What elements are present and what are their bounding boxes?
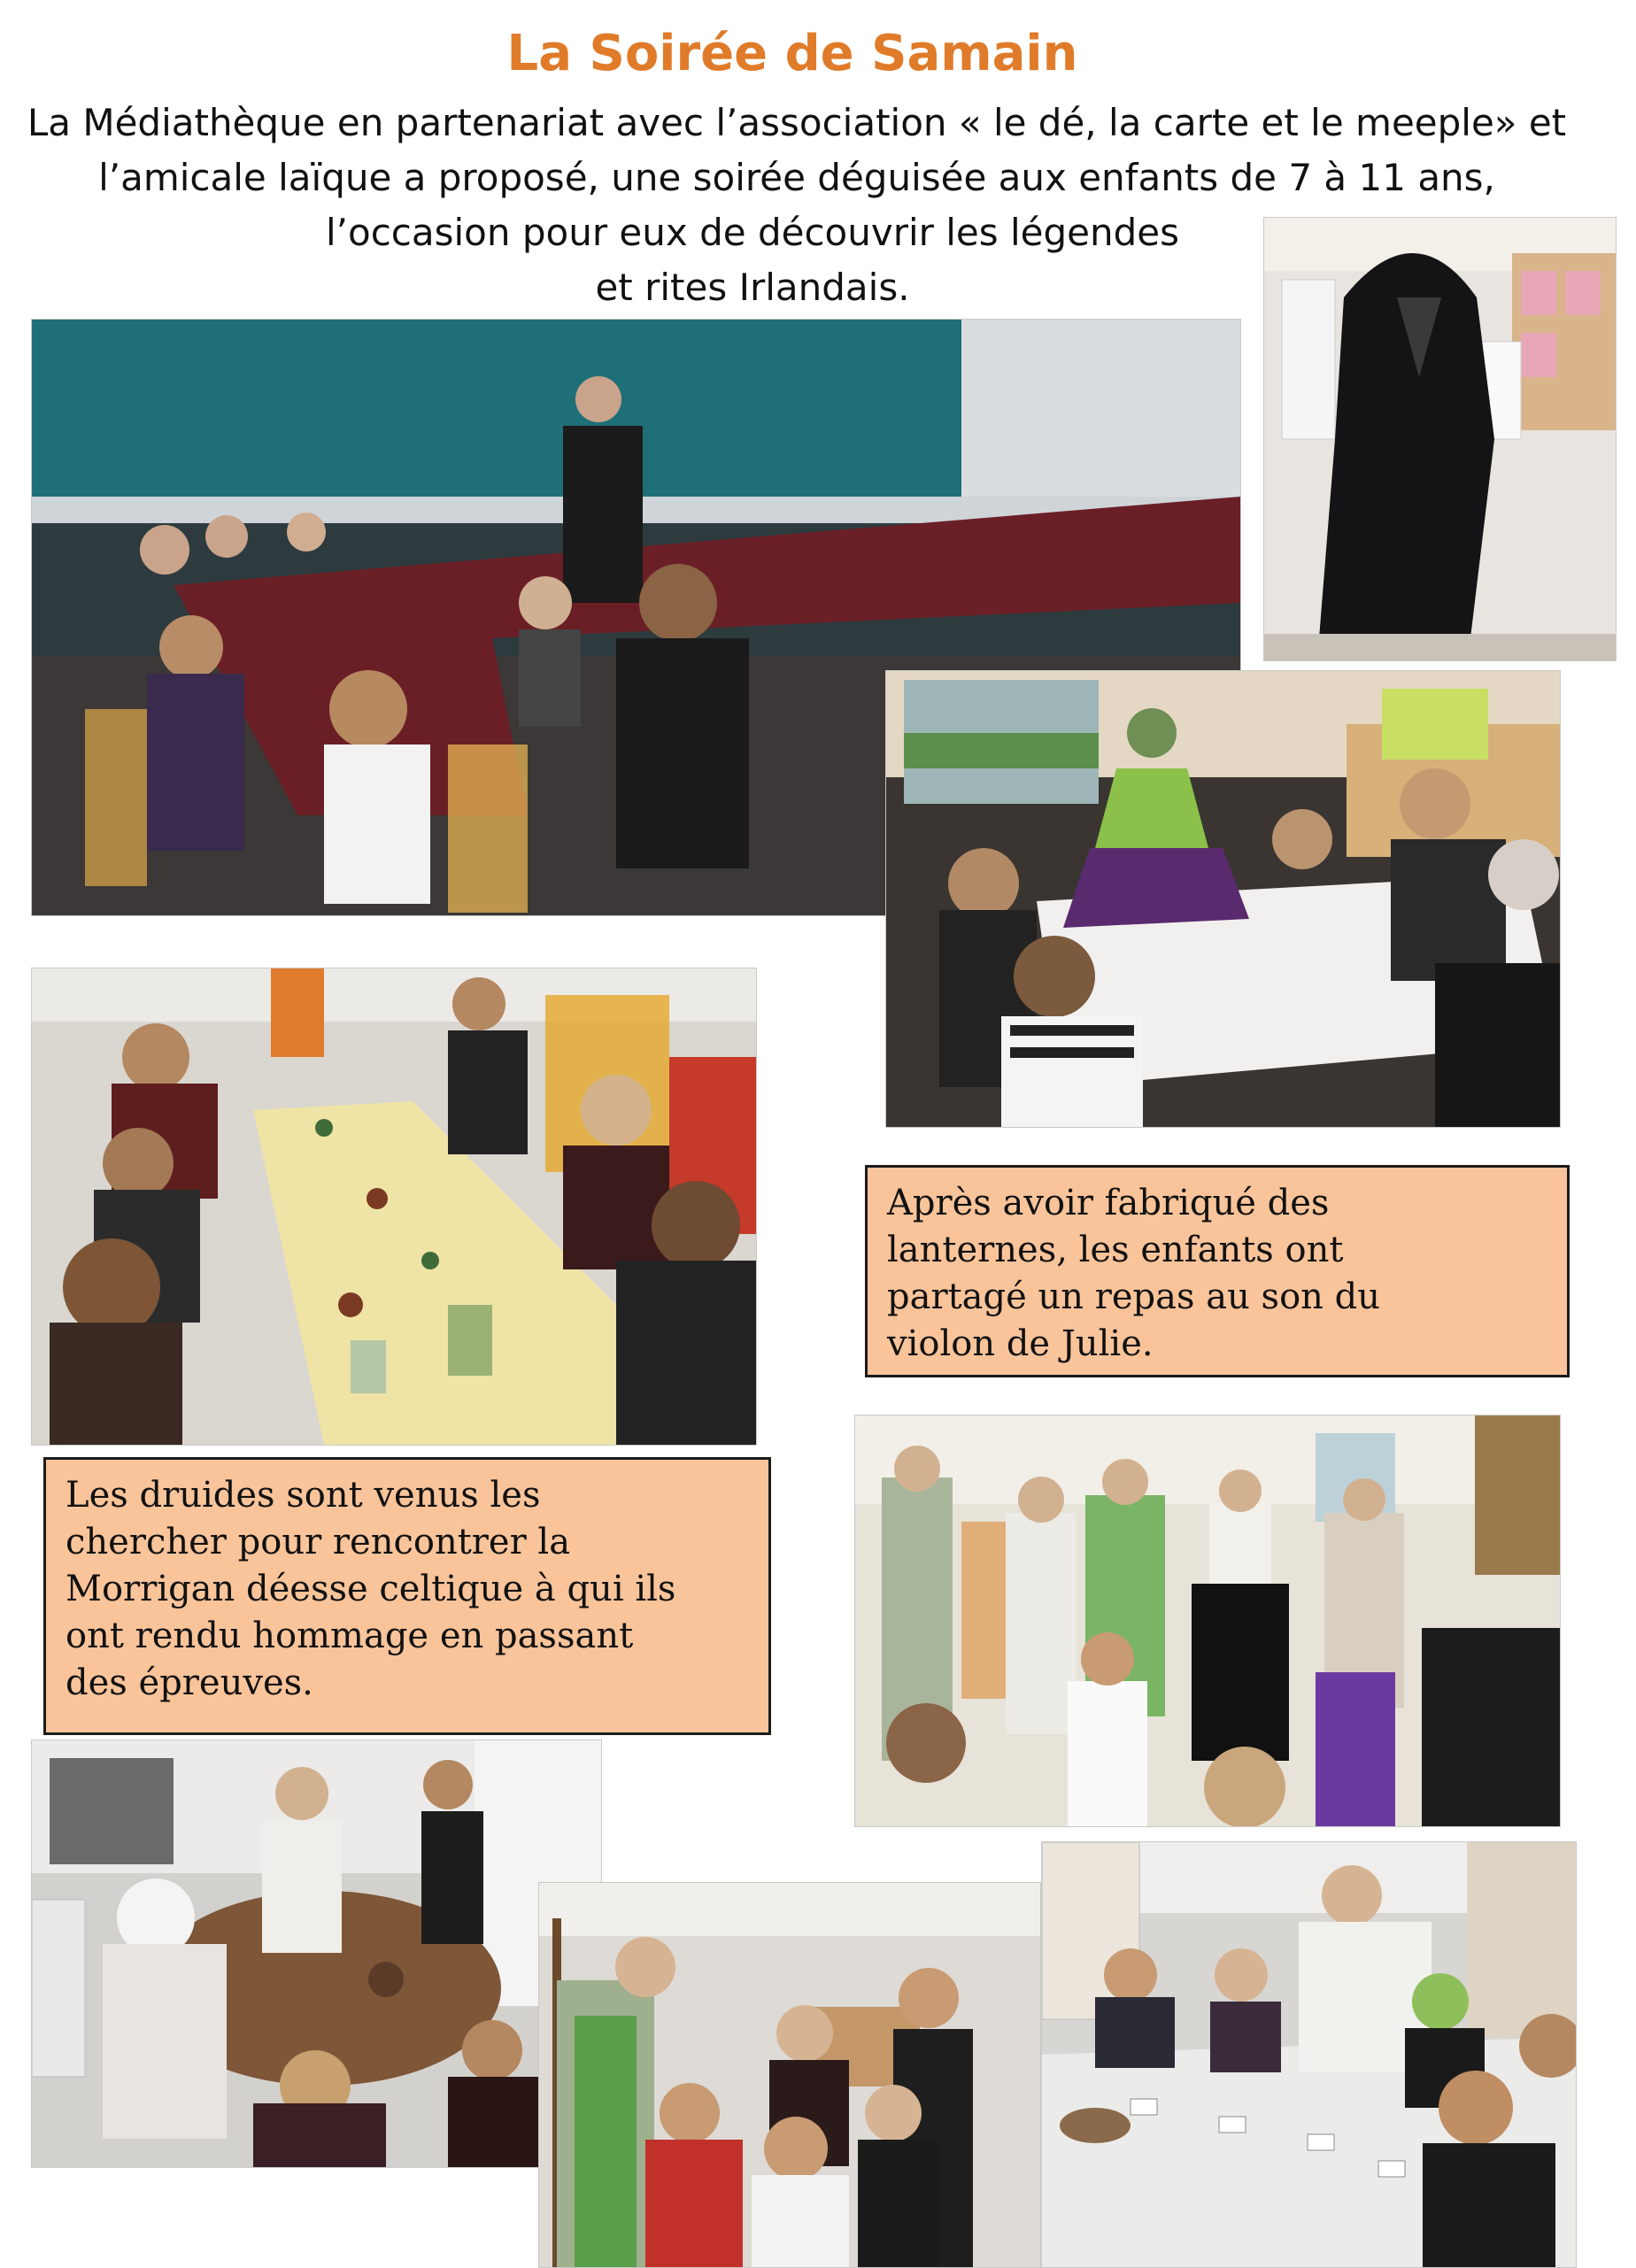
intro-line: La Médiathèque en partenariat avec l’association « le dé, la carte et le meeple» et [27, 101, 1567, 144]
caption-line: violon de Julie. [887, 1323, 1154, 1364]
caption-line: ont rendu hommage en passant [66, 1616, 634, 1656]
caption-line: Morrigan déesse celtique à qui ils [66, 1569, 676, 1609]
caption-line: Après avoir fabriqué des [887, 1183, 1330, 1223]
intro-line: l’amicale laïque a proposé, une soirée déguisée aux enfants de 7 à 11 ans, [98, 156, 1495, 199]
caption-line: Les druides sont venus les [66, 1475, 541, 1516]
caption-line: partagé un repas au son du [887, 1277, 1380, 1317]
caption-line: des épreuves. [66, 1662, 313, 1703]
photo-lantern-crafting [885, 670, 1561, 1128]
caption-lanterns [865, 1165, 1570, 1377]
page-title: La Soirée de Samain [506, 25, 1078, 82]
photo-round-table [31, 1740, 602, 2168]
photo-druid-staff [538, 1882, 1041, 2268]
caption-line: lanternes, les enfants ont [887, 1230, 1344, 1270]
caption-druids [43, 1457, 771, 1735]
caption-line: chercher pour rencontrer la [66, 1522, 571, 1562]
intro-line: et rites Irlandais. [595, 266, 910, 309]
photo-crow-costume [1263, 217, 1617, 661]
intro-line: l’occasion pour eux de découvrir les légendes [325, 211, 1180, 254]
photo-card-game [1041, 1841, 1577, 2268]
photo-nature-table [31, 968, 757, 1446]
photo-druids [854, 1415, 1561, 1827]
